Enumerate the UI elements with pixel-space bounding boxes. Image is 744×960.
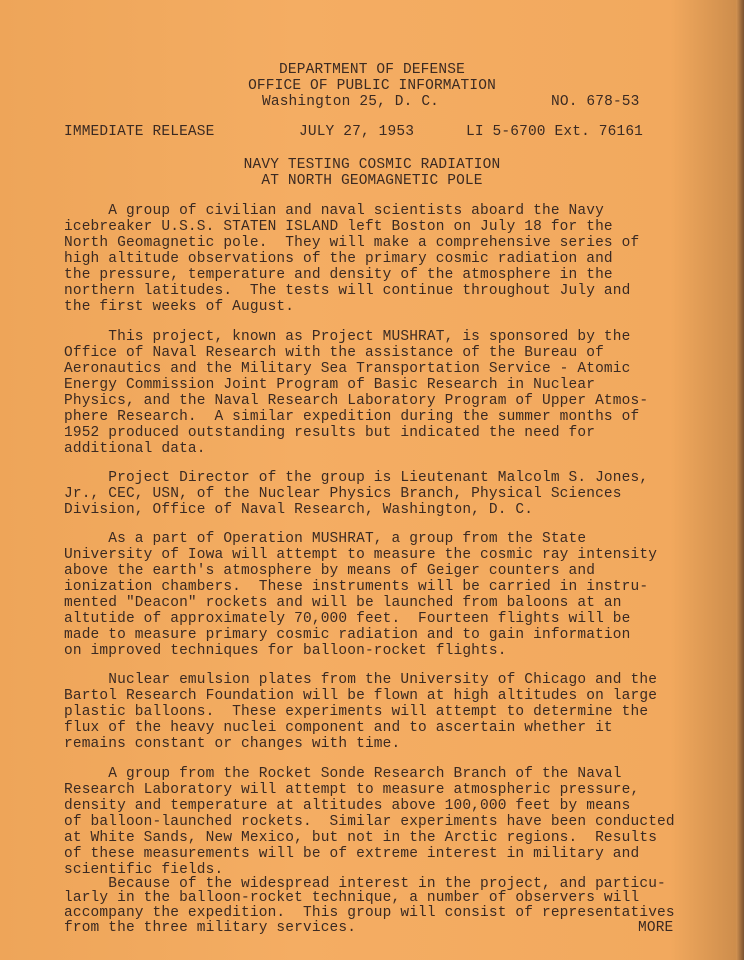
paragraph-line: on improved techniques for balloon-rocket flights. <box>64 643 507 659</box>
paragraph-line: North Geomagnetic pole. They will make a comprehensive series of <box>64 235 640 251</box>
paragraph-line: flux of the heavy nuclei component and to ascertain whether it <box>64 720 613 736</box>
paragraph-line: larly in the balloon-rocket technique, a number of observers will <box>64 890 640 906</box>
headline-line-2: AT NORTH GEOMAGNETIC POLE <box>261 173 483 189</box>
paragraph-line: Division, Office of Naval Research, Washington, D. C. <box>64 502 534 518</box>
paragraph-line: Office of Naval Research with the assistance of the Bureau of <box>64 345 604 361</box>
paragraph-line: at White Sands, New Mexico, but not in the Arctic regions. Results <box>64 830 658 846</box>
release-date: JULY 27, 1953 <box>299 124 415 140</box>
header-address: Washington 25, D. C. <box>262 94 440 110</box>
header-department: DEPARTMENT OF DEFENSE <box>279 62 465 78</box>
paragraph-line: As a part of Operation MUSHRAT, a group from the State <box>64 531 587 547</box>
paragraph-line: northern latitudes. The tests will continue throughout July and <box>64 283 631 299</box>
paragraph-line: Energy Commission Joint Program of Basic Research in Nuclear <box>64 377 596 393</box>
paragraph-line: Nuclear emulsion plates from the University of Chicago and the <box>64 672 658 688</box>
paragraph-line: Aeronautics and the Military Sea Transportation Service - Atomic <box>64 361 631 377</box>
page-edge-shadow <box>736 0 744 960</box>
paragraph-line: of these measurements will be of extreme interest in military and <box>64 846 640 862</box>
paragraph-line: ionization chambers. These instruments will be carried in instru- <box>64 579 649 595</box>
paragraph-line: remains constant or changes with time. <box>64 736 401 752</box>
immediate-release-label: IMMEDIATE RELEASE <box>64 124 215 140</box>
paragraph-line: mented "Deacon" rockets and will be launched from baloons at an <box>64 595 622 611</box>
header-office: OFFICE OF PUBLIC INFORMATION <box>248 78 496 94</box>
paragraph-line: above the earth's atmosphere by means of Geiger counters and <box>64 563 596 579</box>
paragraph-line: This project, known as Project MUSHRAT, is sponsored by the <box>64 329 631 345</box>
paragraph-line: plastic balloons. These experiments will attempt to determine the <box>64 704 649 720</box>
release-number: NO. 678-53 <box>551 94 640 110</box>
paragraph-line: A group of civilian and naval scientists aboard the Navy <box>64 203 604 219</box>
paragraph-line: additional data. <box>64 441 206 457</box>
paragraph-line: Project Director of the group is Lieutenant Malcolm S. Jones, <box>64 470 649 486</box>
paragraph-line: scientific fields. <box>64 862 224 878</box>
phone-extension: LI 5-6700 Ext. 76161 <box>466 124 644 140</box>
paragraph-line: made to measure primary cosmic radiation and to gain information <box>64 627 631 643</box>
paragraph-line: accompany the expedition. This group will consist of representatives <box>64 905 675 921</box>
paragraph-line: Physics, and the Naval Research Laboratory Program of Upper Atmos- <box>64 393 649 409</box>
paragraph-line: Research Laboratory will attempt to measure atmospheric pressure, <box>64 782 640 798</box>
paragraph-line: icebreaker U.S.S. STATEN ISLAND left Boston on July 18 for the <box>64 219 613 235</box>
paragraph-line: the first weeks of August. <box>64 299 295 315</box>
paragraph-line: Bartol Research Foundation will be flown at high altitudes on large <box>64 688 658 704</box>
more-continuation-marker: MORE <box>638 920 674 936</box>
paragraph-line: University of Iowa will attempt to measure the cosmic ray intensity <box>64 547 658 563</box>
paragraph-line: A group from the Rocket Sonde Research Branch of the Naval <box>64 766 622 782</box>
paragraph-line: Jr., CEC, USN, of the Nuclear Physics Branch, Physical Sciences <box>64 486 622 502</box>
paragraph-line: density and temperature at altitudes above 100,000 feet by means <box>64 798 631 814</box>
paragraph-line: phere Research. A similar expedition during the summer months of <box>64 409 640 425</box>
paragraph-line: 1952 produced outstanding results but indicated the need for <box>64 425 596 441</box>
headline-line-1: NAVY TESTING COSMIC RADIATION <box>243 157 501 173</box>
paragraph-line: from the three military services. <box>64 920 357 936</box>
paragraph-line: altutide of approximately 70,000 feet. Fourteen flights will be <box>64 611 631 627</box>
paragraph-line: high altitude observations of the primary cosmic radiation and <box>64 251 613 267</box>
paragraph-line: of balloon-launched rockets. Similar experiments have been conducted <box>64 814 675 830</box>
paragraph-line: the pressure, temperature and density of the atmosphere in the <box>64 267 613 283</box>
paragraph-line: Because of the widespread interest in the project, and particu- <box>64 876 666 892</box>
